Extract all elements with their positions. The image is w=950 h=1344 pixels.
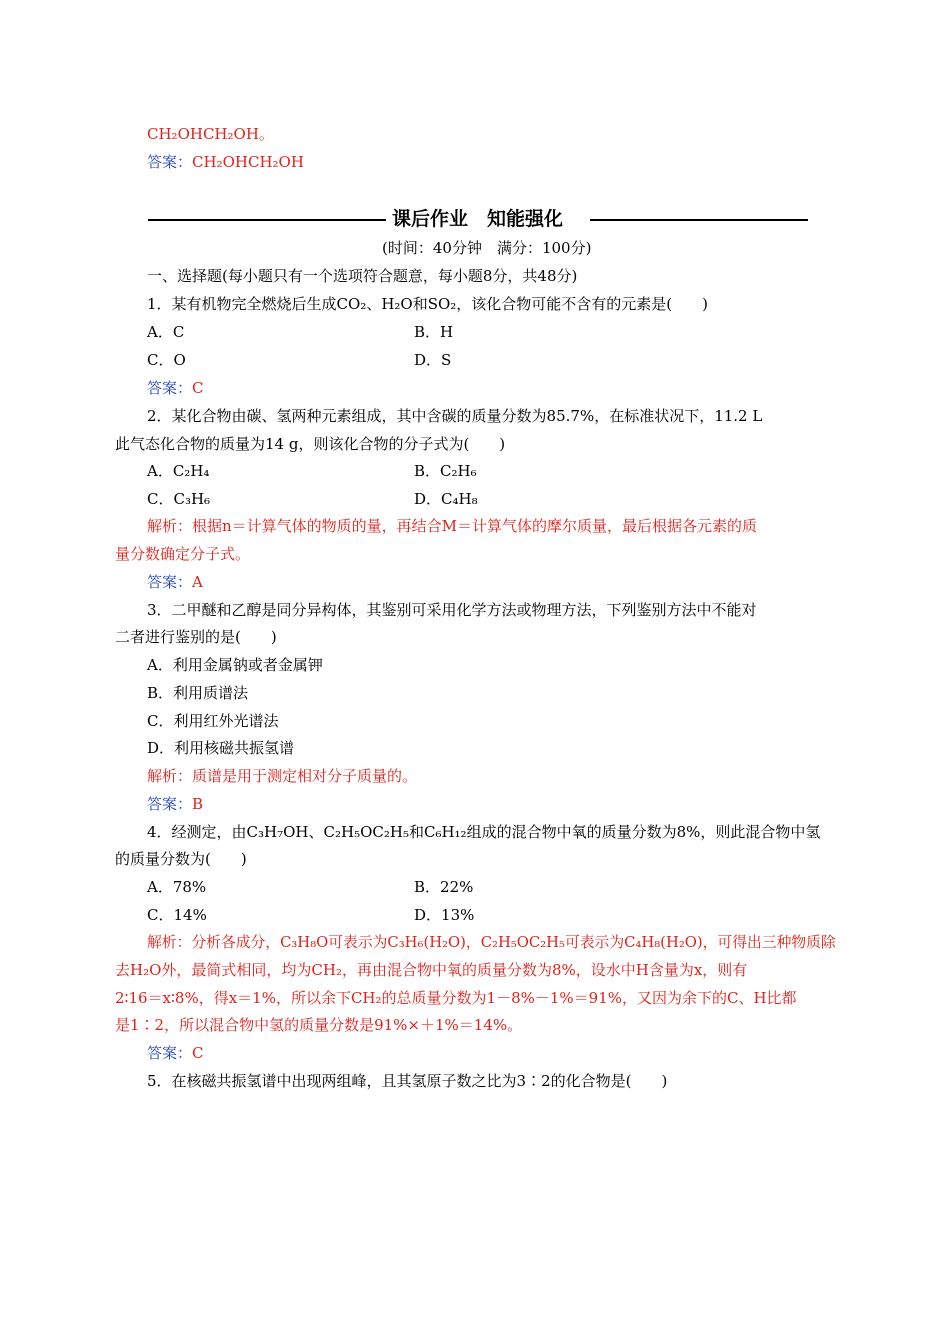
answer-label: 答案： [147, 379, 193, 397]
q2-stem-line2: 此气态化合物的质量为14 g，则该化合物的分子式为( ) [115, 435, 506, 453]
answer-label: 答案： [147, 573, 193, 591]
q3-option-d: D．利用核磁共振氢谱 [147, 739, 295, 757]
answer-value: B [192, 795, 204, 813]
answer-label: 答案： [147, 1044, 193, 1062]
answer-value: A [192, 573, 203, 591]
q2-option-b: B．C₂H₆ [414, 462, 477, 480]
answer-value: C [192, 1044, 204, 1062]
section-header [0, 205, 950, 235]
answer-label: 答案： [147, 795, 193, 813]
q1-answer [147, 378, 204, 398]
q1-option-c: C．O [147, 351, 186, 369]
q4-analysis-line1: 解析：分析各成分，C₃H₈O可表示为C₃H₆(H₂O)，C₂H₅OC₂H₅可表示为C₄H₈(H₂O)，可得出三种物质除 [147, 933, 836, 951]
q5-stem: 5．在核磁共振氢谱中出现两组峰，且其氢原子数之比为3∶2的化合物是( ) [147, 1072, 668, 1090]
q3-option-c: C．利用红外光谱法 [147, 712, 279, 730]
q2-option-a: A．C₂H₄ [147, 462, 210, 480]
q3-stem-line1: 3．二甲醚和乙醇是同分异构体，其鉴别可采用化学方法或物理方法，下列鉴别方法中不能对 [147, 601, 757, 619]
prev-answer-line: CH₂OHCH₂OH。 [147, 125, 274, 143]
q2-analysis-line1: 解析：根据n＝计算气体的物质的量，再结合M＝计算气体的摩尔质量，最后根据各元素的质 [147, 517, 758, 535]
q4-analysis-line4: 是1∶2，所以混合物中氢的质量分数是91%×＋1%＝14%。 [115, 1016, 523, 1034]
answer-value: CH₂OHCH₂OH [192, 153, 304, 171]
answer-label: 答案： [147, 153, 193, 171]
part-heading: 一、选择题(每小题只有一个选项符合题意，每小题8分，共48分) [147, 267, 578, 285]
time-limit: (时间：40分钟 满分：100分) [382, 239, 592, 257]
q4-analysis-line3: 2∶16＝x∶8%，得x＝1%，所以余下CH₂的总质量分数为1－8%－1%＝91%，又因为余下的C、H比都 [115, 989, 797, 1007]
q4-analysis-line2: 去H₂O外，最简式相同，均为CH₂，再由混合物中氧的质量分数为8%，设水中H含量为x，则有 [115, 961, 748, 979]
q2-analysis-line2: 量分数确定分子式。 [115, 545, 251, 563]
q2-option-d: D．C₄H₈ [414, 490, 478, 508]
q4-option-d: D．13% [414, 906, 475, 924]
q2-answer [147, 572, 203, 592]
title-rule-right [590, 219, 808, 221]
section-title: 课后作业 知能强化 [392, 208, 564, 230]
answer-value: C [192, 379, 204, 397]
q1-stem: 1．某有机物完全燃烧后生成CO₂、H₂O和SO₂，该化合物可能不含有的元素是( ) [147, 295, 709, 313]
q4-option-b: B．22% [414, 878, 474, 896]
q4-answer [147, 1043, 204, 1063]
q3-answer [147, 794, 203, 814]
q3-analysis: 解析：质谱是用于测定相对分子质量的。 [147, 767, 418, 785]
q1-option-d: D．S [414, 351, 452, 369]
prev-answer [147, 152, 304, 172]
q2-stem-line1: 2．某化合物由碳、氢两种元素组成，其中含碳的质量分数为85.7%，在标准状况下，11.2 L [147, 407, 763, 425]
q4-option-c: C．14% [147, 906, 207, 924]
q4-stem-line1: 4．经测定，由C₃H₇OH、C₂H₅OC₂H₅和C₆H₁₂组成的混合物中氧的质量分数为8%，则此混合物中氢 [147, 823, 821, 841]
q4-option-a: A．78% [147, 878, 207, 896]
q2-option-c: C．C₃H₆ [147, 490, 211, 508]
q4-stem-line2: 的质量分数为( ) [115, 850, 247, 868]
q1-option-b: B．H [414, 323, 454, 341]
q3-stem-line2: 二者进行鉴别的是( ) [115, 628, 277, 646]
q3-option-b: B．利用质谱法 [147, 684, 249, 702]
q1-option-a: A．C [147, 323, 185, 341]
title-rule-left [148, 219, 386, 221]
q3-option-a: A．利用金属钠或者金属钾 [147, 656, 323, 674]
